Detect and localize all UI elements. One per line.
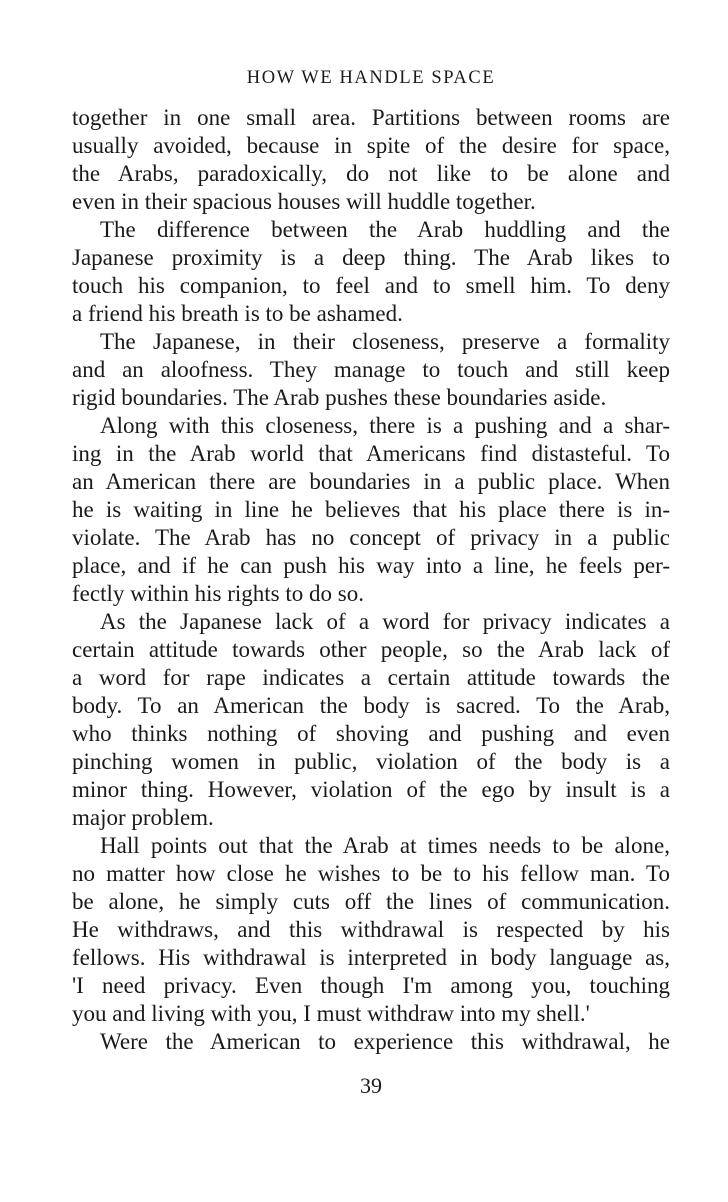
text-line: certain attitude towards other people, so the Arab lack of bbox=[72, 637, 670, 662]
text-line: be alone, he simply cuts off the lines of communication. bbox=[72, 889, 670, 914]
text-line: The difference between the Arab huddling and the bbox=[100, 217, 670, 242]
text-line: you and living with you, I must withdraw into my shell.' bbox=[72, 1001, 590, 1026]
text-line: He withdraws, and this withdrawal is respected by his bbox=[72, 917, 670, 942]
text-line: usually avoided, because in spite of the desire for space, bbox=[72, 133, 670, 158]
text-line: a friend his breath is to be ashamed. bbox=[72, 301, 403, 326]
page-number: 39 bbox=[360, 1073, 382, 1098]
text-line: who thinks nothing of shoving and pushing and even bbox=[72, 721, 670, 746]
body-text bbox=[72, 104, 670, 1056]
text-line: fectly within his rights to do so. bbox=[72, 581, 364, 606]
text-line: pinching women in public, violation of the body is a bbox=[72, 749, 670, 774]
text-line: place, and if he can push his way into a line, he feels per- bbox=[72, 553, 670, 578]
text-line: he is waiting in line he believes that his place there is in- bbox=[72, 497, 670, 522]
text-line: body. To an American the body is sacred. To the Arab, bbox=[72, 693, 670, 718]
text-line: Were the American to experience this withdrawal, he bbox=[100, 1029, 670, 1054]
text-line: 'I need privacy. Even though I'm among you, touching bbox=[72, 973, 670, 998]
text-line: together in one small area. Partitions between rooms are bbox=[72, 105, 670, 130]
text-line: fellows. His withdrawal is interpreted in body language as, bbox=[72, 945, 670, 970]
text-line: ing in the Arab world that Americans find distasteful. To bbox=[72, 441, 670, 466]
text-line: an American there are boundaries in a public place. When bbox=[72, 469, 670, 494]
text-line: Hall points out that the Arab at times needs to be alone, bbox=[100, 833, 670, 858]
text-line: Along with this closeness, there is a pushing and a shar- bbox=[100, 413, 670, 438]
text-line: violate. The Arab has no concept of privacy in a public bbox=[72, 525, 670, 550]
text-line: minor thing. However, violation of the ego by insult is a bbox=[72, 777, 670, 802]
text-line: As the Japanese lack of a word for privacy indicates a bbox=[100, 609, 670, 634]
text-line: and an aloofness. They manage to touch and still keep bbox=[72, 357, 670, 382]
text-line: major problem. bbox=[72, 805, 214, 830]
text-line: touch his companion, to feel and to smell him. To deny bbox=[72, 273, 670, 298]
book-page bbox=[72, 0, 670, 1202]
text-line: The Japanese, in their closeness, preserve a formality bbox=[100, 329, 670, 354]
running-head: HOW WE HANDLE SPACE bbox=[246, 68, 496, 88]
text-line: no matter how close he wishes to be to his fellow man. To bbox=[72, 861, 670, 886]
text-line: Japanese proximity is a deep thing. The Arab likes to bbox=[72, 245, 670, 270]
text-line: the Arabs, paradoxically, do not like to be alone and bbox=[72, 161, 670, 186]
text-line: a word for rape indicates a certain attitude towards the bbox=[72, 665, 670, 690]
text-line: even in their spacious houses will huddle together. bbox=[72, 189, 536, 214]
text-line: rigid boundaries. The Arab pushes these boundaries aside. bbox=[72, 385, 607, 410]
